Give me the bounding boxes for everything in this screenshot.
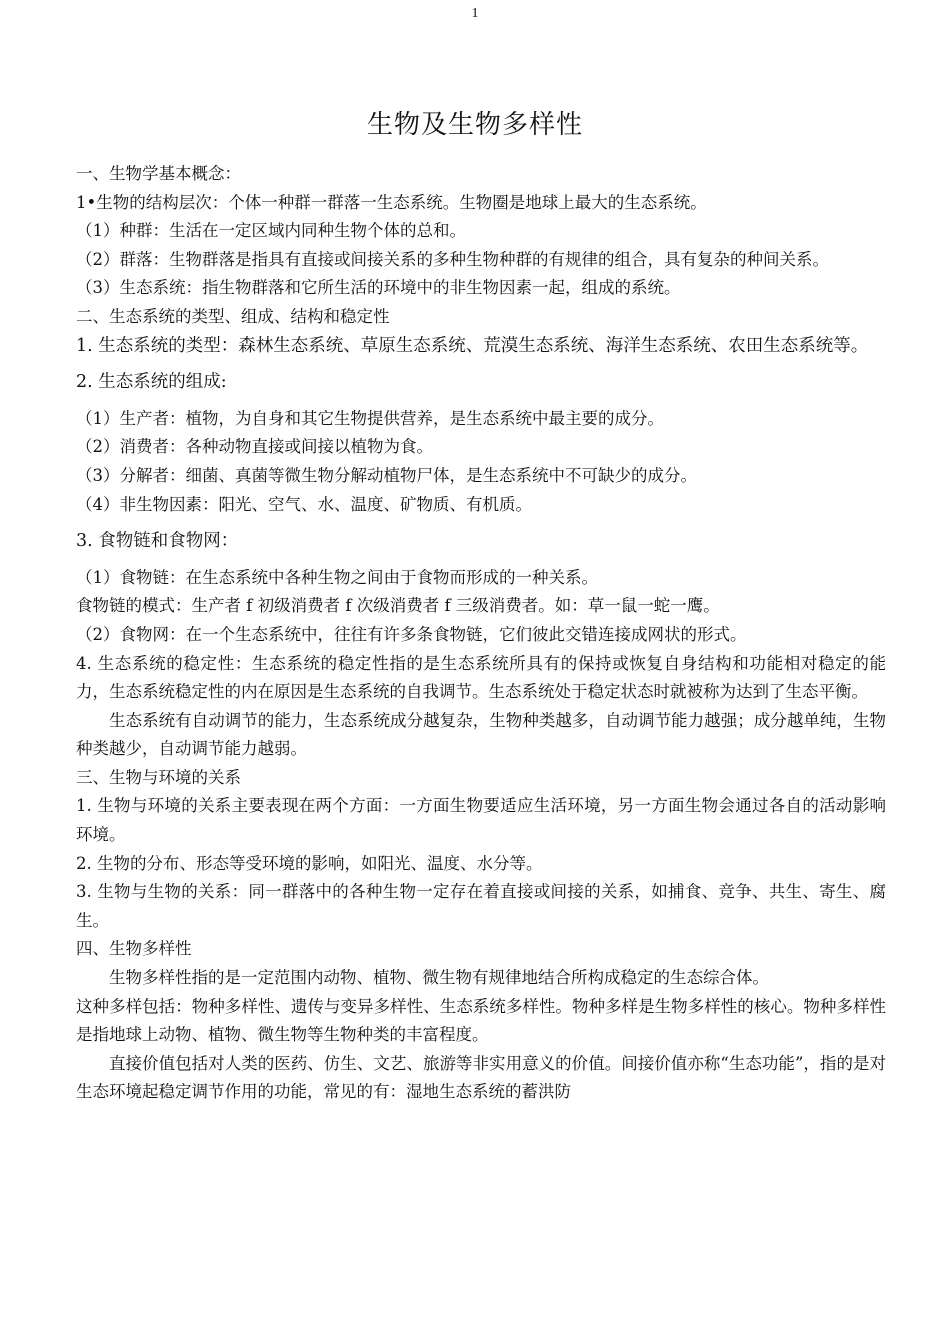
paragraph: （4）非生物因素：阳光、空气、水、温度、矿物质、有机质。 xyxy=(76,494,532,514)
paragraph: 1•生物的结构层次：个体一种群一群落一生态系统。生物圈是地球上最大的生态系统。 xyxy=(76,192,707,212)
paragraph: 这种多样包括：物种多样性、遗传与变异多样性、生态系统多样性。物种多样是生物多样性的核心。物种多样性是指地球上动物、植物、微生物等生物种类的丰富程度。 xyxy=(76,996,886,1045)
section-heading: 一、生物学基本概念： xyxy=(76,164,241,183)
paragraph: （2）群落：生物群落是指具有直接或间接关系的多种生物种群的有规律的组合，具有复杂的种间关系。 xyxy=(76,249,829,269)
paragraph: （1）生产者：植物，为自身和其它生物提供营养，是生态系统中最主要的成分。 xyxy=(76,408,664,428)
paragraph: （2）消费者：各种动物直接或间接以植物为食。 xyxy=(76,437,433,457)
paragraph: 生物多样性指的是一定范围内动物、植物、微生物有规律地结合所构成稳定的生态综合体。 xyxy=(109,968,769,988)
paragraph: 1. 生物与环境的关系主要表现在两个方面：一方面生物要适应生活环境，另一方面生物会通过各自的活动影响环境。 xyxy=(76,796,886,845)
paragraph: 3. 生物与生物的关系：同一群落中的各种生物一定存在着直接或间接的关系，如捕食、竞争、共生、寄生、腐生。 xyxy=(76,882,886,930)
paragraph: （1）种群：生活在一定区域内同种生物个体的总和。 xyxy=(76,221,466,241)
paragraph: （1）食物链：在生态系统中各种生物之间由于食物而形成的一种关系。 xyxy=(76,567,598,587)
subheading: 3. 食物链和食物网： xyxy=(76,531,239,552)
section-heading: 四、生物多样性 xyxy=(76,939,192,959)
section-heading: 三、生物与环境的关系 xyxy=(76,767,241,787)
section-heading: 二、生态系统的类型、组成、结构和稳定性 xyxy=(76,306,390,326)
paragraph: （3）生态系统：指生物群落和它所生活的环境中的非生物因素一起，组成的系统。 xyxy=(76,278,681,298)
paragraph: （2）食物网：在一个生态系统中，往往有许多条食物链，它们彼此交错连接成网状的形式。 xyxy=(76,624,747,644)
document-body xyxy=(76,160,886,1107)
paragraph: 生态系统有自动调节的能力，生态系统成分越复杂，生物种类越多，自动调节能力越强；成分越单纯，生物种类越少，自动调节能力越弱。 xyxy=(76,710,886,759)
subheading: 2. 生态系统的组成: xyxy=(76,372,227,393)
paragraph: 4. 生态系统的稳定性：生态系统的稳定性指的是生态系统所具有的保持或恢复自身结构和功能相对稳定的能力，生态系统稳定性的内在原因是生态系统的自我调节。生态系统处于稳定状态时就被称为达到了生态平衡。 xyxy=(76,653,886,702)
page-number: 1 xyxy=(471,6,479,21)
paragraph: 1. 生态系统的类型：森林生态系统、草原生态系统、荒漠生态系统、海洋生态系统、农田生态系统等。 xyxy=(76,335,869,356)
paragraph: 食物链的模式：生产者 f 初级消费者 f 次级消费者 f 三级消费者。如：草一鼠一蛇一鹰。 xyxy=(76,596,720,616)
paragraph: 2. 生物的分布、形态等受环境的影响，如阳光、温度、水分等。 xyxy=(76,853,543,873)
paragraph: （3）分解者：细菌、真菌等微生物分解动植物尸体，是生态系统中不可缺少的成分。 xyxy=(76,465,697,485)
document-title: 生物及生物多样性 xyxy=(366,110,583,140)
paragraph: 直接价值包括对人类的医药、仿生、文艺、旅游等非实用意义的价值。间接价值亦称“生态功能”，指的是对生态环境起稳定调节作用的功能，常见的有：湿地生态系统的蓄洪防 xyxy=(76,1053,886,1102)
